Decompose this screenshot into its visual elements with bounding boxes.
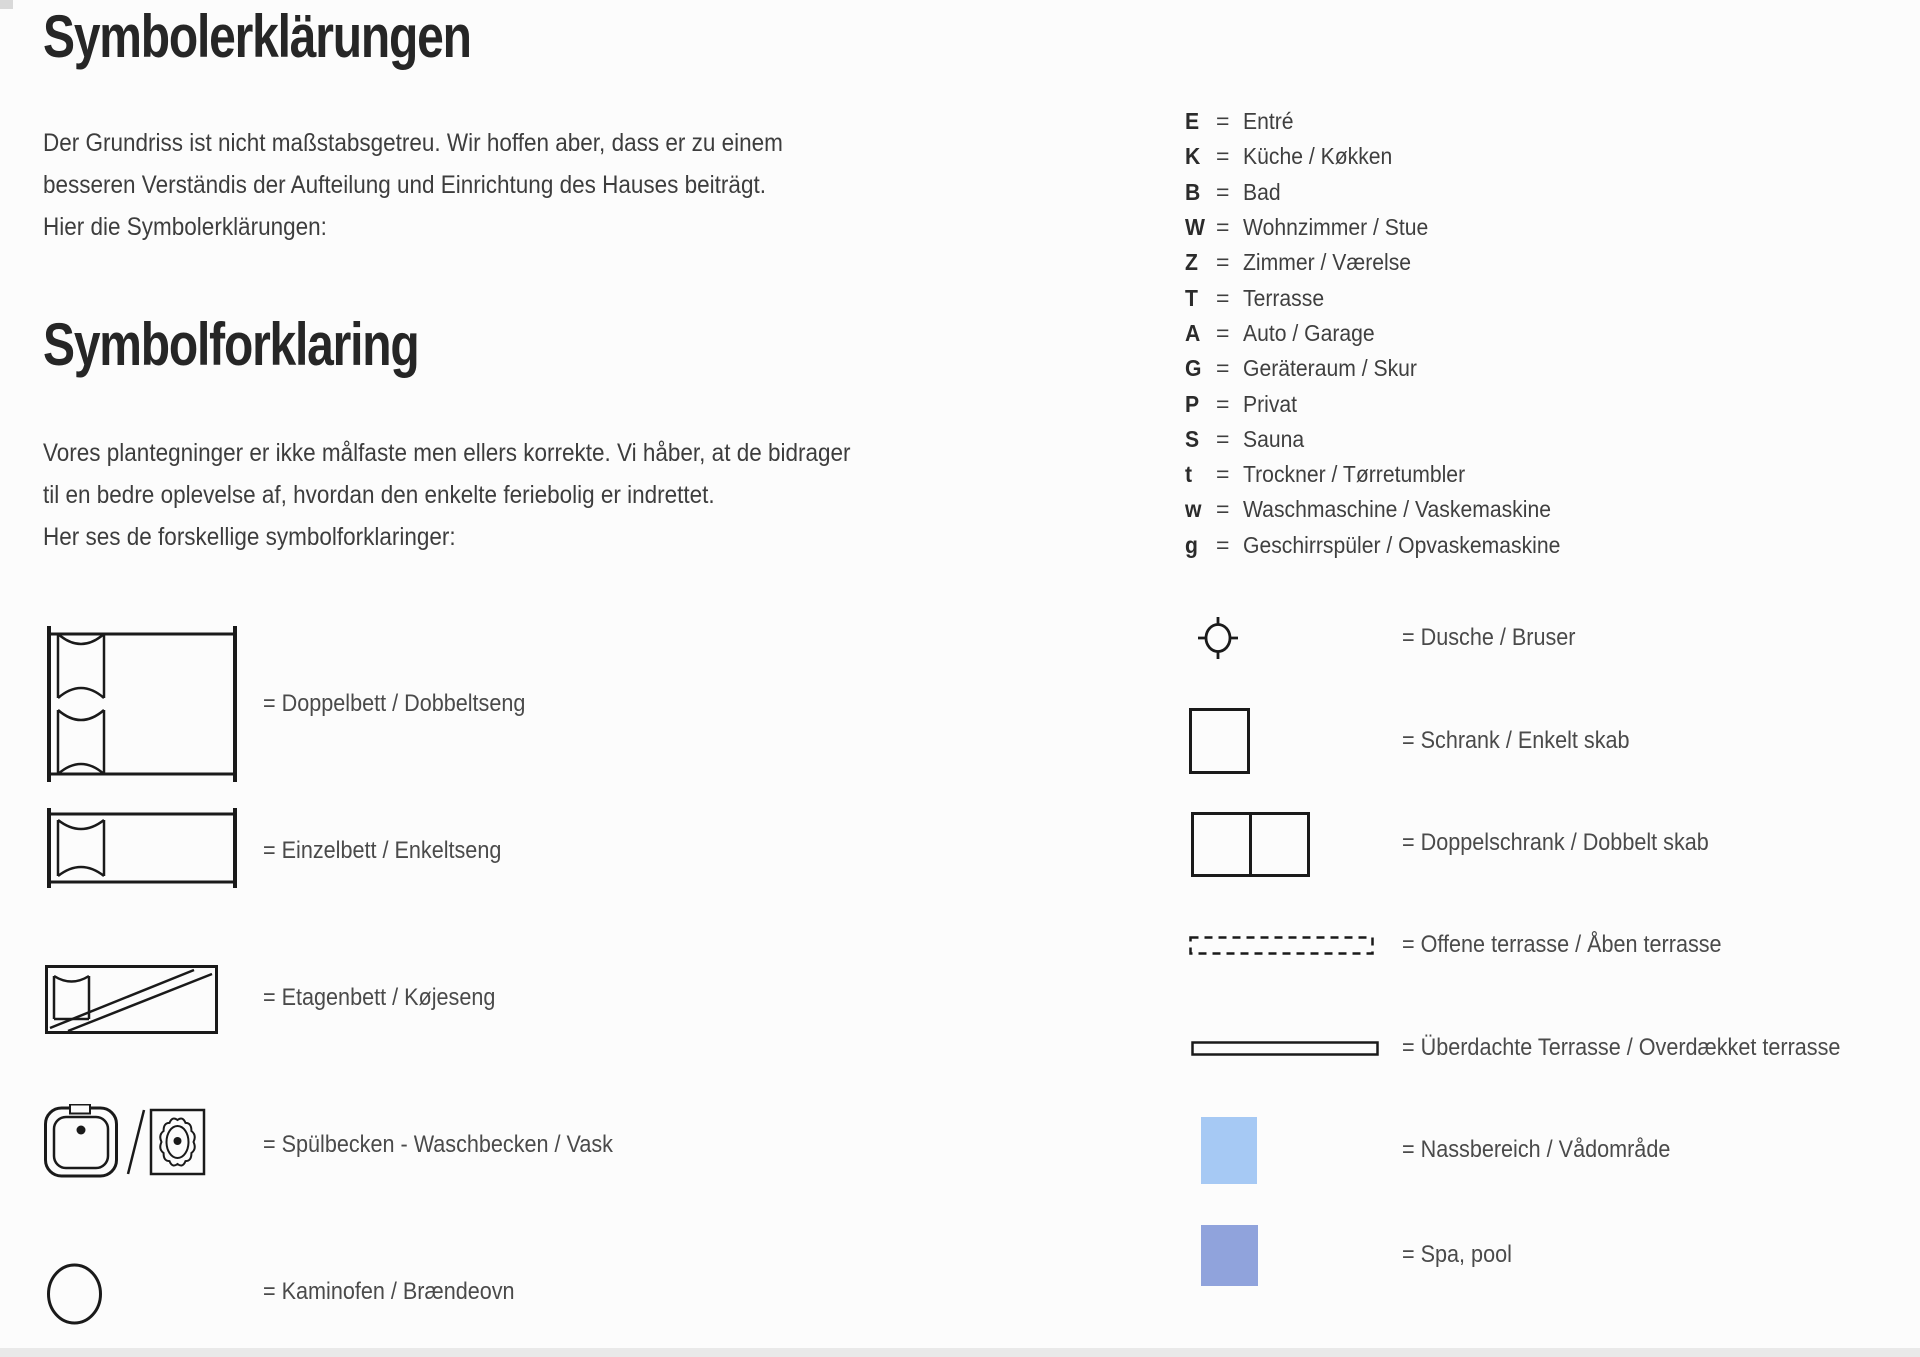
- abbreviation-row: [1185, 492, 1596, 527]
- abbreviation-row: [1185, 210, 1596, 245]
- bottom-scan-bar: [0, 1348, 1920, 1357]
- abbreviation-row: [1185, 457, 1596, 492]
- danish-section-title: Symbolforklaring: [43, 311, 419, 378]
- single-wardrobe-label: = Schrank / Enkelt skab: [1402, 727, 1630, 754]
- abbr-letter: Z: [1185, 249, 1198, 276]
- german-section-title: Symbolerklärungen: [43, 3, 471, 70]
- wet-area-label: = Nassbereich / Vådområde: [1402, 1136, 1671, 1163]
- abbreviation-row: [1185, 351, 1596, 386]
- shower-icon: [1196, 616, 1240, 660]
- covered-terrace-label: = Überdachte Terrasse / Overdækket terrasse: [1402, 1034, 1841, 1061]
- abbr-label: Waschmaschine / Vaskemaskine: [1243, 496, 1551, 523]
- spa-pool-swatch: [1201, 1225, 1258, 1286]
- single-bed-label: = Einzelbett / Enkeltseng: [263, 837, 502, 864]
- abbr-label: Entré: [1243, 108, 1294, 135]
- abbr-letter: B: [1185, 178, 1201, 205]
- abbreviation-list: [1185, 104, 1596, 563]
- german-intro-paragraph: [43, 122, 865, 248]
- abbr-label: Trockner / Tørretumbler: [1243, 461, 1466, 488]
- abbr-letter: t: [1185, 461, 1193, 488]
- open-terrace-icon: [1189, 936, 1374, 955]
- abbr-label: Auto / Garage: [1243, 319, 1375, 346]
- scan-artifact: [0, 0, 13, 9]
- single-bed-icon: [46, 808, 238, 888]
- equals-sign: =: [1216, 284, 1230, 311]
- equals-sign: =: [1216, 108, 1230, 135]
- bunk-bed-icon: [45, 965, 218, 1034]
- abbreviation-row: [1185, 386, 1596, 421]
- abbr-label: Geräteraum / Skur: [1243, 355, 1417, 382]
- abbreviation-row: [1185, 280, 1596, 315]
- equals-sign: =: [1216, 461, 1230, 488]
- abbr-letter: G: [1185, 355, 1202, 382]
- bunk-bed-label: = Etagenbett / Køjeseng: [263, 984, 496, 1011]
- covered-terrace-icon: [1191, 1041, 1379, 1056]
- abbreviation-row: [1185, 104, 1596, 139]
- abbreviation-row: [1185, 528, 1596, 563]
- sink-washbasin-icon: [44, 1104, 206, 1180]
- abbr-label: Privat: [1243, 390, 1298, 417]
- abbr-letter: S: [1185, 425, 1200, 452]
- abbr-letter: A: [1185, 319, 1201, 346]
- equals-sign: =: [1216, 143, 1230, 170]
- german-intro-line: besseren Verständis der Aufteilung und Einrichtung des Hauses beiträgt.: [43, 171, 766, 199]
- abbr-letter: T: [1185, 284, 1198, 311]
- sink-washbasin-label: = Spülbecken - Waschbecken / Vask: [263, 1131, 613, 1158]
- abbreviation-row: [1185, 139, 1596, 174]
- abbr-label: Wohnzimmer / Stue: [1243, 214, 1429, 241]
- abbr-label: Küche / Køkken: [1243, 143, 1393, 170]
- shower-label: = Dusche / Bruser: [1402, 624, 1576, 651]
- equals-sign: =: [1216, 531, 1230, 558]
- danish-intro-line: Her ses de forskellige symbolforklaringer:: [43, 523, 456, 551]
- spa-pool-label: = Spa, pool: [1402, 1241, 1512, 1268]
- equals-sign: =: [1216, 425, 1230, 452]
- danish-intro-line: Vores plantegninger er ikke målfaste men ellers korrekte. Vi håber, at de bidrager: [43, 439, 851, 467]
- wood-stove-label: = Kaminofen / Brændeovn: [263, 1278, 515, 1305]
- abbr-label: Geschirrspüler / Opvaskemaskine: [1243, 531, 1561, 558]
- equals-sign: =: [1216, 319, 1230, 346]
- double-bed-label: = Doppelbett / Dobbeltseng: [263, 690, 526, 717]
- double-bed-icon: [46, 626, 238, 782]
- german-intro-line: Der Grundriss ist nicht maßstabsgetreu. Wir hoffen aber, dass er zu einem: [43, 129, 783, 157]
- danish-intro-paragraph: [43, 432, 940, 558]
- equals-sign: =: [1216, 390, 1230, 417]
- abbr-letter: E: [1185, 108, 1200, 135]
- abbr-letter: K: [1185, 143, 1201, 170]
- abbr-letter: P: [1185, 390, 1200, 417]
- double-wardrobe-icon: [1191, 812, 1310, 877]
- abbreviation-row: [1185, 422, 1596, 457]
- abbreviation-row: [1185, 316, 1596, 351]
- abbreviation-row: [1185, 175, 1596, 210]
- equals-sign: =: [1216, 249, 1230, 276]
- single-wardrobe-icon: [1189, 708, 1250, 774]
- equals-sign: =: [1216, 355, 1230, 382]
- abbr-letter: W: [1185, 214, 1205, 241]
- equals-sign: =: [1216, 178, 1230, 205]
- abbr-label: Bad: [1243, 178, 1281, 205]
- equals-sign: =: [1216, 214, 1230, 241]
- danish-intro-line: til en bedre oplevelse af, hvordan den enkelte feriebolig er indrettet.: [43, 481, 715, 509]
- wood-stove-icon: [45, 1263, 104, 1325]
- abbr-label: Zimmer / Værelse: [1243, 249, 1412, 276]
- abbr-label: Terrasse: [1243, 284, 1325, 311]
- abbr-letter: g: [1185, 531, 1198, 558]
- abbr-letter: w: [1185, 496, 1202, 523]
- german-intro-line: Hier die Symbolerklärungen:: [43, 213, 327, 241]
- double-wardrobe-label: = Doppelschrank / Dobbelt skab: [1402, 829, 1709, 856]
- equals-sign: =: [1216, 496, 1230, 523]
- abbreviation-row: [1185, 245, 1596, 280]
- wet-area-swatch: [1201, 1117, 1257, 1184]
- open-terrace-label: = Offene terrasse / Åben terrasse: [1402, 931, 1722, 958]
- abbr-label: Sauna: [1243, 425, 1305, 452]
